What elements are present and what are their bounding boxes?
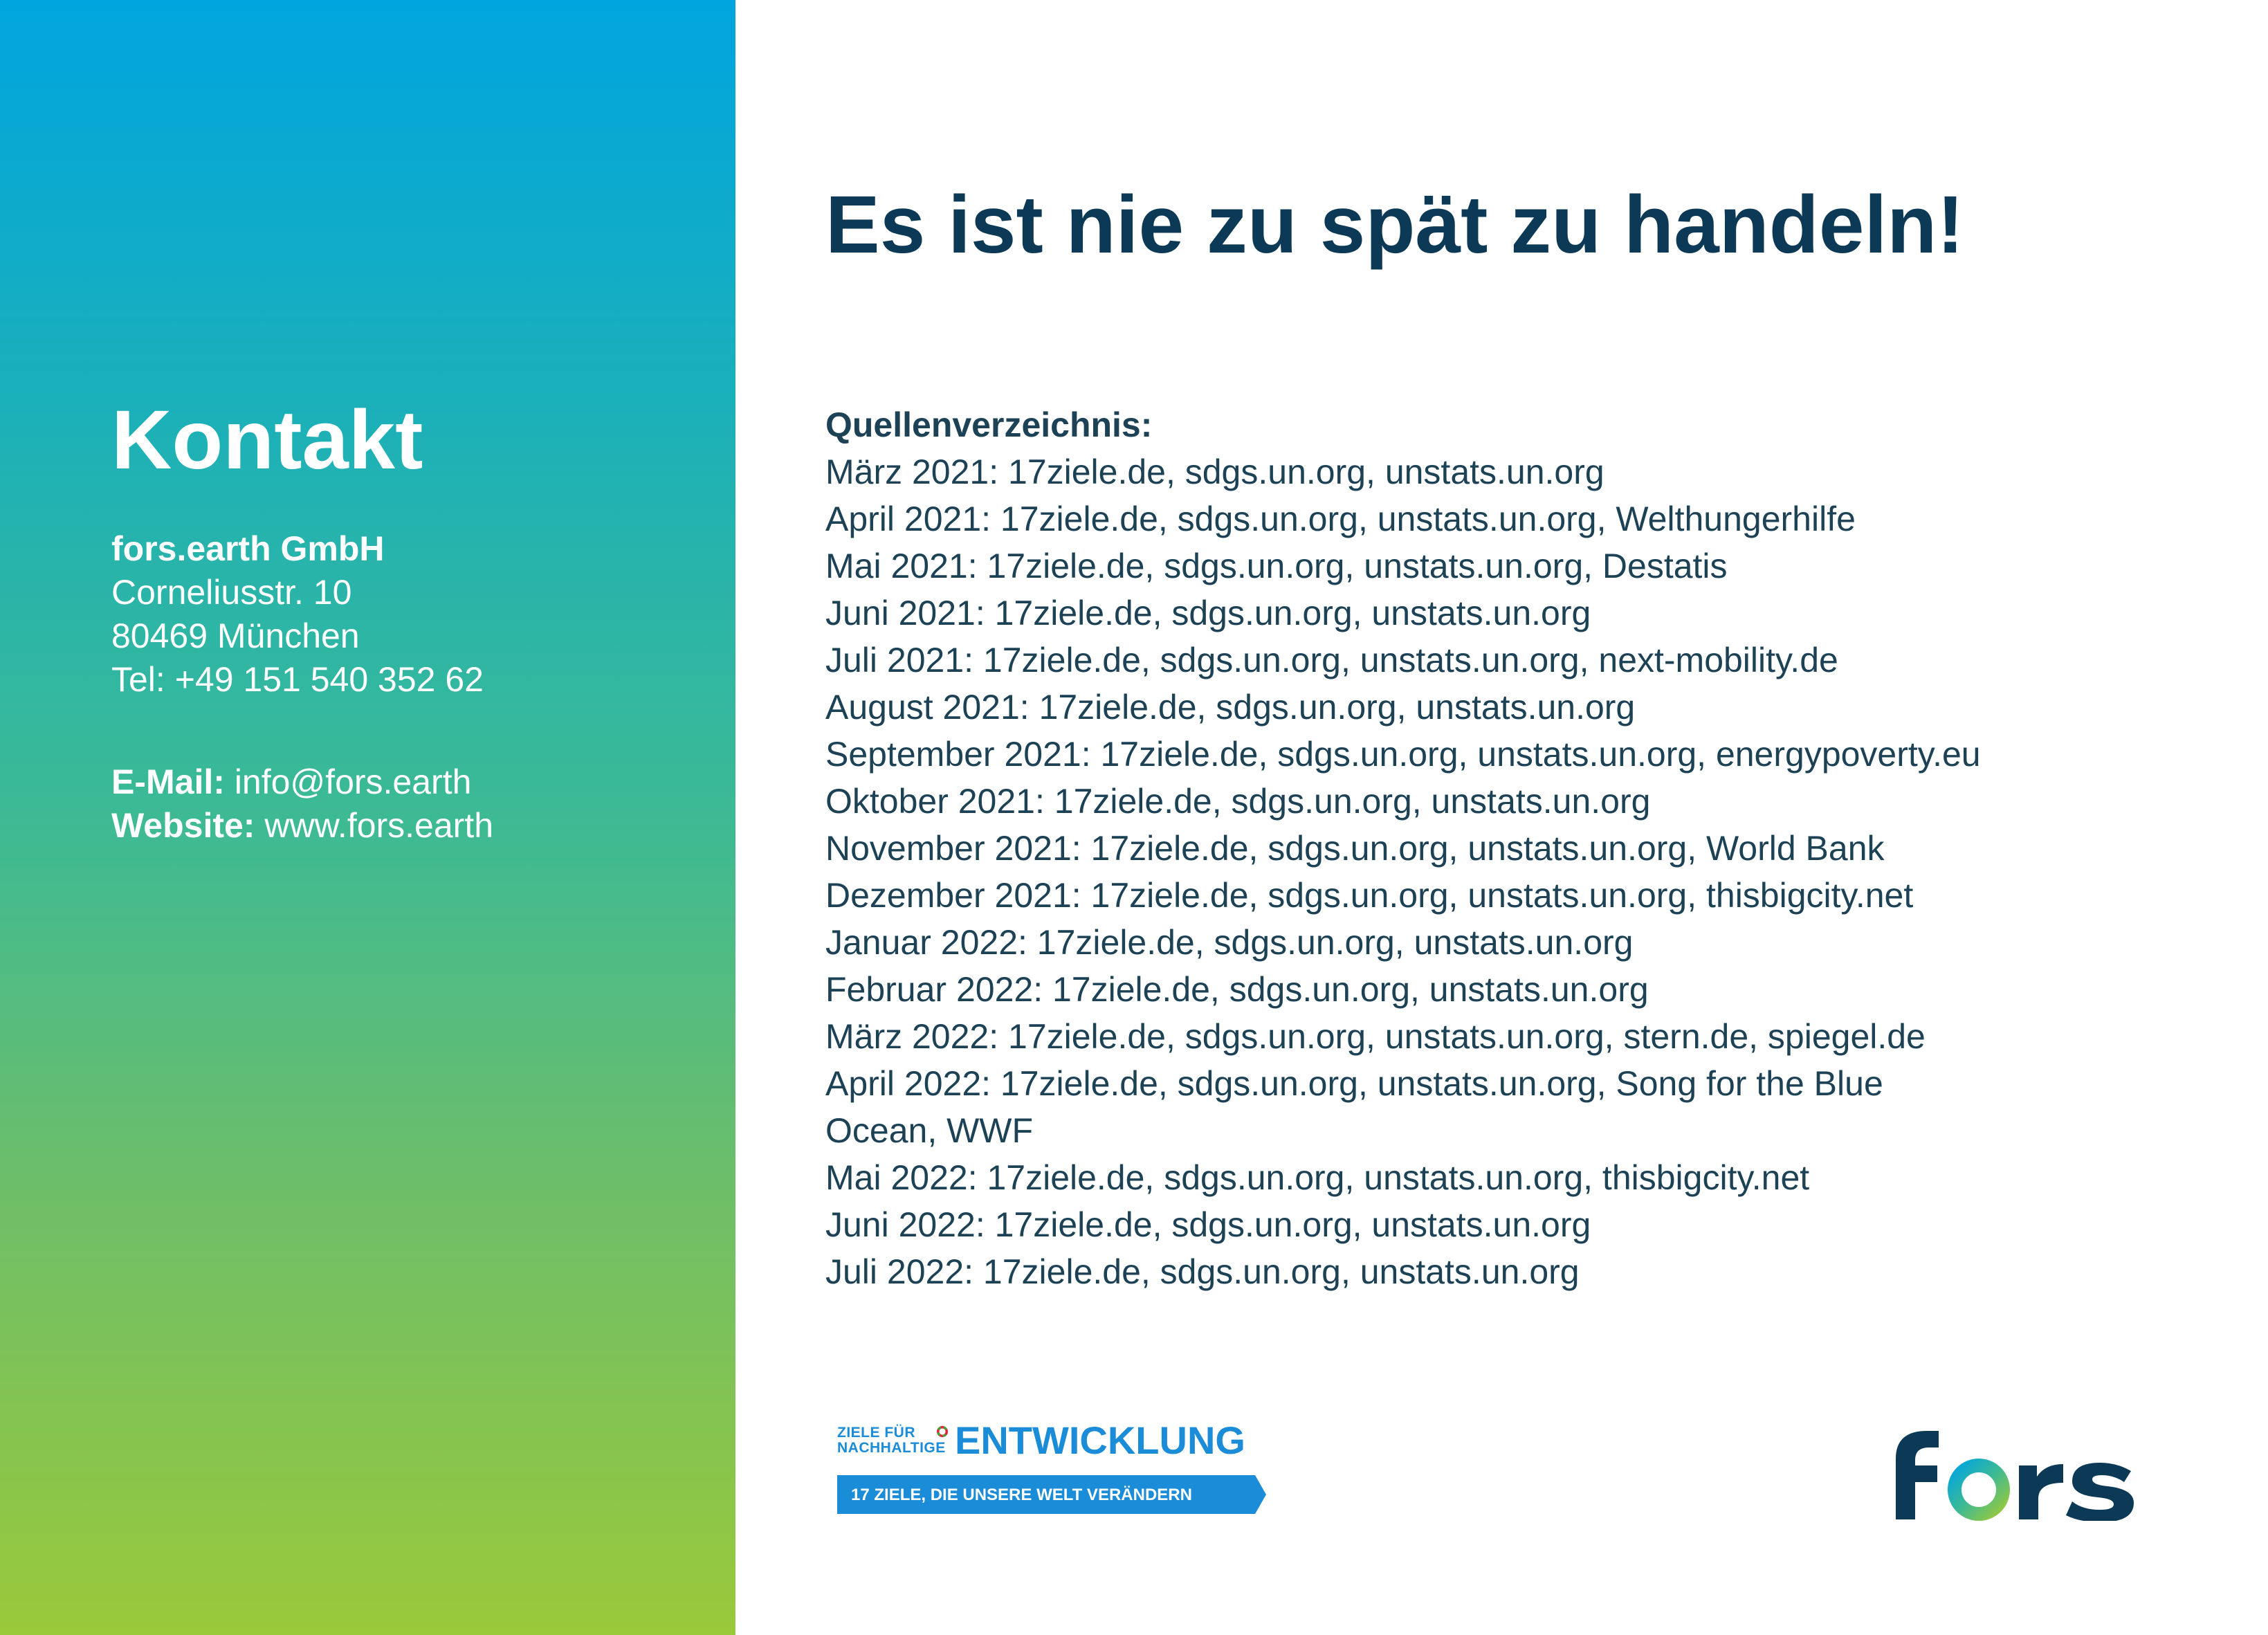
phone-number: Tel: +49 151 540 352 62 bbox=[111, 660, 484, 699]
email-label: E-Mail: bbox=[111, 762, 225, 801]
contact-details bbox=[111, 527, 493, 848]
source-entry: Februar 2022: 17ziele.de, sdgs.un.org, unstats.un.org bbox=[825, 970, 1649, 1009]
contact-panel bbox=[0, 0, 735, 1635]
source-entry: April 2021: 17ziele.de, sdgs.un.org, unstats.un.org, Welthungerhilfe bbox=[825, 500, 1856, 538]
source-entry: Mai 2022: 17ziele.de, sdgs.un.org, unstats.un.org, thisbigcity.net bbox=[825, 1158, 1810, 1197]
source-entry: November 2021: 17ziele.de, sdgs.un.org, unstats.un.org, World Bank bbox=[825, 829, 1885, 868]
company-name: fors.earth GmbH bbox=[111, 529, 385, 568]
city-address: 80469 München bbox=[111, 616, 360, 655]
source-entry: September 2021: 17ziele.de, sdgs.un.org, unstats.un.org, energypoverty.eu bbox=[825, 735, 1981, 774]
source-entry: März 2022: 17ziele.de, sdgs.un.org, unstats.un.org, stern.de, spiegel.de bbox=[825, 1017, 1926, 1056]
sdg-wheel-icon bbox=[936, 1425, 949, 1438]
source-entry: August 2021: 17ziele.de, sdgs.un.org, unstats.un.org bbox=[825, 688, 1636, 727]
email-link[interactable]: info@fors.earth bbox=[234, 762, 472, 801]
sources-list bbox=[825, 401, 2098, 1295]
source-entry: Oktober 2021: 17ziele.de, sdgs.un.org, unstats.un.org bbox=[825, 782, 1651, 821]
website-row bbox=[111, 804, 493, 848]
sdg-banner-text: 17 ZIELE, DIE UNSERE WELT VERÄNDERN bbox=[851, 1486, 1192, 1504]
sources-heading: Quellenverzeichnis: bbox=[825, 405, 1153, 444]
source-entry: Juni 2021: 17ziele.de, sdgs.un.org, unstats.un.org bbox=[825, 594, 1591, 632]
contact-title: Kontakt bbox=[111, 392, 423, 486]
sdg-logo-line1: ZIELE FÜR bbox=[837, 1425, 915, 1441]
source-entry: Juli 2022: 17ziele.de, sdgs.un.org, unstats.un.org bbox=[825, 1252, 1580, 1291]
source-entry: Januar 2022: 17ziele.de, sdgs.un.org, unstats.un.org bbox=[825, 923, 1634, 962]
source-entry: Mai 2021: 17ziele.de, sdgs.un.org, unstats.un.org, Destatis bbox=[825, 547, 1728, 585]
sdg-logo-line2: NACHHALTIGE bbox=[837, 1440, 946, 1456]
fors-logo bbox=[1875, 1417, 2152, 1521]
source-entry: April 2022: 17ziele.de, sdgs.un.org, unstats.un.org, Song for the Blue Ocean, WWF bbox=[825, 1064, 1883, 1150]
page-title: Es ist nie zu spät zu handeln! bbox=[825, 179, 1964, 271]
sdg-logo-title: ENTWICKLUNG bbox=[955, 1418, 1245, 1462]
source-entry: Dezember 2021: 17ziele.de, sdgs.un.org, unstats.un.org, thisbigcity.net bbox=[825, 876, 1914, 915]
sdg-logo-small-text bbox=[837, 1425, 946, 1456]
source-entry: Juni 2022: 17ziele.de, sdgs.un.org, unstats.un.org bbox=[825, 1205, 1591, 1244]
website-link[interactable]: www.fors.earth bbox=[264, 806, 494, 845]
sdg-logo bbox=[837, 1420, 1266, 1517]
source-entry: März 2021: 17ziele.de, sdgs.un.org, unstats.un.org bbox=[825, 453, 1604, 491]
website-label: Website: bbox=[111, 806, 255, 845]
email-row bbox=[111, 760, 493, 804]
street-address: Corneliusstr. 10 bbox=[111, 573, 352, 612]
source-entry: Juli 2021: 17ziele.de, sdgs.un.org, unstats.un.org, next-mobility.de bbox=[825, 641, 1838, 679]
